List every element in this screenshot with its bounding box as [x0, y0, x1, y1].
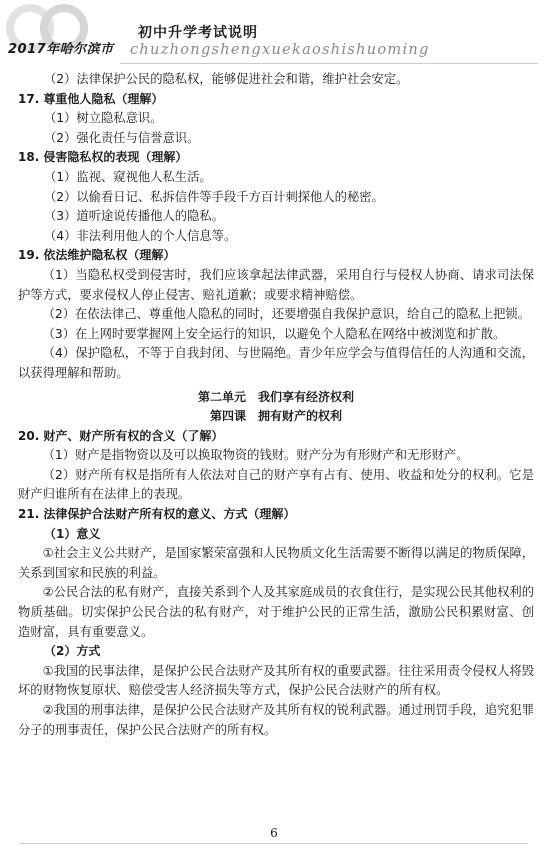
body-paragraph: （1）当隐私权受到侵害时，我们应该拿起法律武器，采用自行与侵权人协商、请求司法保护等方式，要求侵权人停止侵害、赔礼道歉；或要求精神赔偿。 — [18, 267, 534, 302]
lesson-title: 第四课 拥有财产的权利 — [209, 409, 342, 424]
header-pinyin: chuzhongshengxuekaoshishuoming — [130, 42, 430, 58]
section-heading-17: 17. 尊重他人隐私（理解） — [18, 91, 164, 106]
body-paragraph: ①社会主义公共财产，是国家繁荣富强和人民物质文化生活需要不断得以满足的物质保障，关系到国家和民族的利益。 — [18, 546, 534, 580]
body-paragraph: ②公民合法的私有财产，直接关系到个人及其家庭成员的衣食住行，是实现公民其他权利的物质基础。切实保护公民合法的私有财产，对于维护公民的正常生活，激励公民积累财富、创造财富，具有重要意义。 — [18, 585, 534, 639]
body-paragraph: （1）财产是指物资以及可以换取物资的钱财。财产分为有形财产和无形财产。 — [42, 448, 469, 463]
subheading-meaning: （1）意义 — [44, 526, 101, 541]
section-heading-18: 18. 侵害隐私权的表现（理解） — [18, 150, 188, 165]
section-heading-21: 21. 法律保护合法财产所有权的意义、方式（理解） — [18, 507, 296, 522]
page-number: 6 — [270, 826, 278, 840]
body-paragraph: （4）保护隐私，不等于自我封闭、与世隔绝。青少年应学会与值得信任的人沟通和交流，以获得理解和帮助。 — [18, 346, 534, 380]
body-paragraph: ②我国的刑事法律，是保护公民合法财产及其所有权的锐利武器。通过刑罚手段，追究犯罪分子的刑事责任，保护公民合法财产的所有权。 — [18, 703, 534, 737]
header-title: 初中升学考试说明 — [138, 25, 258, 41]
body-line: （2）以偷看日记、私拆信件等手段千方百计刺探他人的秘密。 — [44, 189, 384, 204]
body-line: （4）非法利用他人的个人信息等。 — [44, 228, 237, 243]
body-line: （1）监视、窥视他人私生活。 — [44, 169, 212, 184]
header-year-city: 2017年哈尔滨市 — [8, 42, 114, 57]
body-line: （2）强化责任与信誉意识。 — [44, 130, 200, 145]
subheading-methods: （2）方式 — [44, 644, 101, 659]
footer-rule — [20, 843, 528, 844]
header-rule — [120, 63, 538, 64]
page-header — [0, 0, 548, 72]
body-paragraph: （3）在上网时要掌握网上安全运行的知识，以避免个人隐私在网络中被浏览和扩散。 — [42, 326, 506, 341]
body-line: （1）树立隐私意识。 — [44, 111, 163, 126]
page-content — [18, 70, 534, 740]
body-line: （2）法律保护公民的隐私权，能够促进社会和谐，维护社会安定。 — [44, 72, 409, 86]
section-heading-20: 20. 财产、财产所有权的含义（了解） — [18, 428, 224, 443]
body-paragraph: （2）在依法律己、尊重他人隐私的同时，还要增强自我保护意识，给自己的隐私上把锁。 — [42, 307, 530, 322]
unit-title: 第二单元 我们享有经济权利 — [197, 389, 354, 404]
body-line: （3）道听途说传播他人的隐私。 — [44, 209, 224, 224]
body-paragraph: ①我国的民事法律，是保护公民合法财产及其所有权的重要武器。往往采用责令侵权人将毁坏的财物恢复原状、赔偿受害人经济损失等方式，保护公民合法财产的所有权。 — [18, 663, 534, 698]
section-heading-19: 19. 依法维护隐私权（理解） — [18, 248, 176, 263]
body-paragraph: （2）财产所有权是指所有人依法对自己的财产享有占有、使用、收益和处分的权利。它是财产归谁所有在法律上的表现。 — [18, 467, 534, 502]
